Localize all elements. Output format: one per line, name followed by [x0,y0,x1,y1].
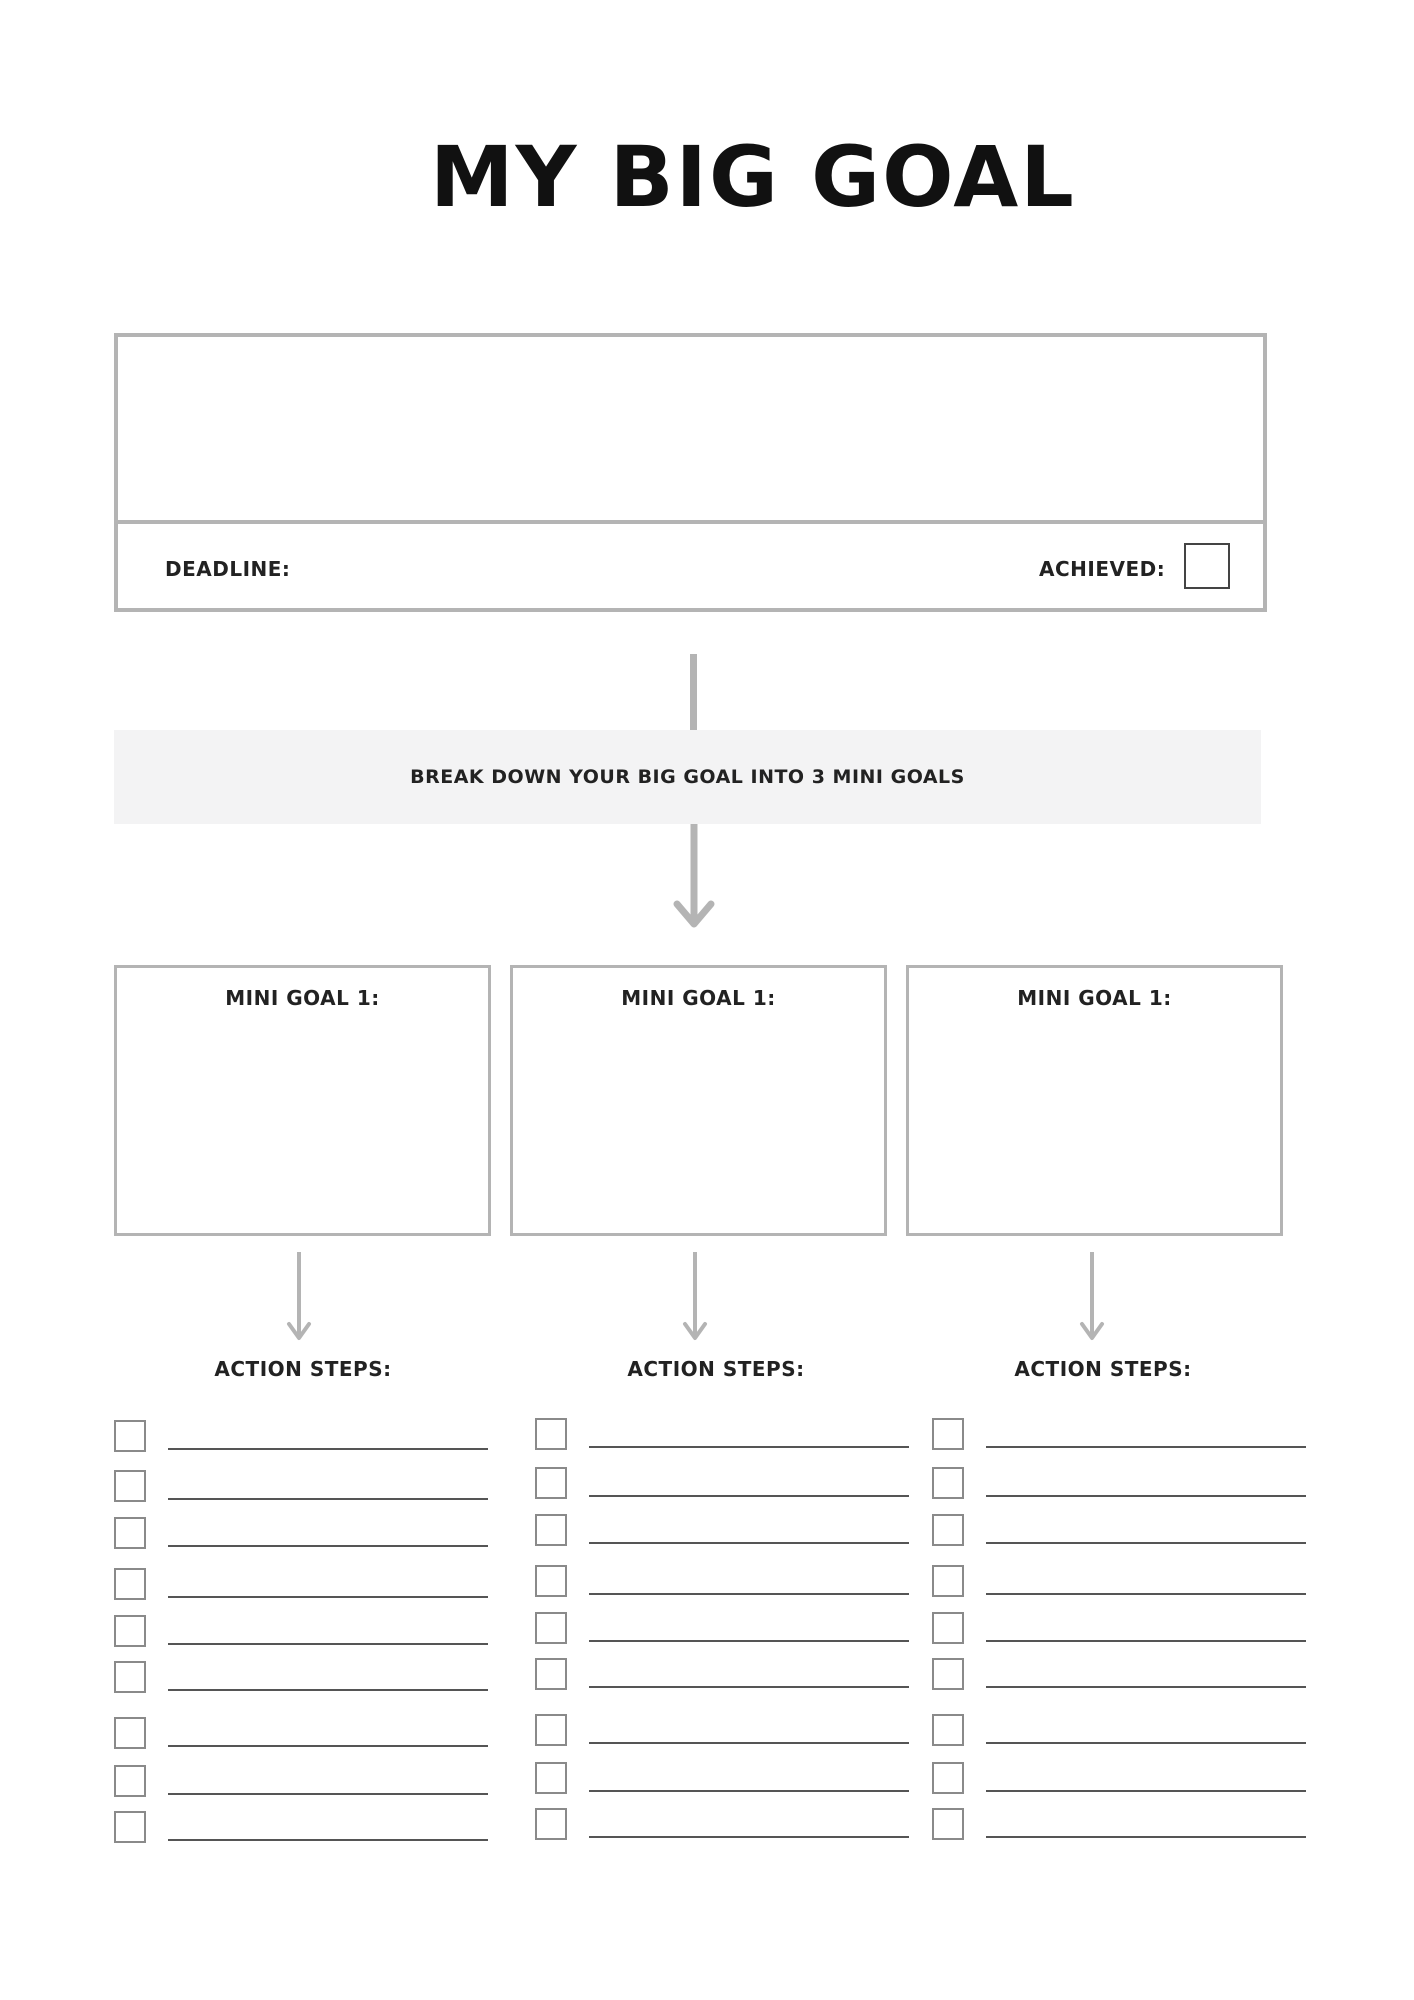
action-step-checkbox[interactable] [114,1765,146,1797]
action-step-checkbox[interactable] [535,1514,567,1546]
action-steps-title: ACTION STEPS: [214,1357,392,1381]
achieved-label: ACHIEVED: [1039,557,1166,581]
action-step-checkbox[interactable] [114,1811,146,1843]
action-step-checkbox[interactable] [114,1615,146,1647]
action-step-line[interactable] [589,1836,909,1838]
action-step-line[interactable] [168,1643,488,1645]
action-step-line[interactable] [589,1495,909,1497]
action-step-checkbox[interactable] [535,1565,567,1597]
action-step-line[interactable] [986,1640,1306,1642]
action-step-checkbox[interactable] [535,1714,567,1746]
mini-goal-box[interactable] [510,965,887,1236]
action-step-line[interactable] [986,1790,1306,1792]
action-step-line[interactable] [589,1446,909,1448]
action-step-line[interactable] [168,1839,488,1841]
action-step-checkbox[interactable] [535,1612,567,1644]
action-step-checkbox[interactable] [114,1717,146,1749]
action-step-line[interactable] [168,1793,488,1795]
action-step-checkbox[interactable] [114,1420,146,1452]
action-step-checkbox[interactable] [535,1808,567,1840]
action-step-checkbox[interactable] [535,1658,567,1690]
action-step-line[interactable] [986,1836,1306,1838]
action-step-checkbox[interactable] [535,1467,567,1499]
action-step-checkbox[interactable] [932,1808,964,1840]
mini-goal-box[interactable] [906,965,1283,1236]
action-step-checkbox[interactable] [114,1568,146,1600]
action-step-checkbox[interactable] [932,1565,964,1597]
mini-goal-label: MINI GOAL 1: [621,986,776,1010]
arrow-down-icon [286,1252,312,1344]
action-step-checkbox[interactable] [535,1418,567,1450]
action-step-line[interactable] [589,1542,909,1544]
mini-goal-label: MINI GOAL 1: [225,986,380,1010]
page-title: MY BIG GOAL [430,128,1076,226]
arrow-down-icon [682,1252,708,1344]
achieved-checkbox[interactable] [1184,543,1230,589]
action-step-line[interactable] [986,1446,1306,1448]
action-step-line[interactable] [986,1495,1306,1497]
action-step-checkbox[interactable] [932,1762,964,1794]
connector-line [690,654,697,730]
action-step-line[interactable] [168,1545,488,1547]
action-step-checkbox[interactable] [535,1762,567,1794]
action-steps-title: ACTION STEPS: [627,1357,805,1381]
action-step-line[interactable] [168,1689,488,1691]
action-steps-title: ACTION STEPS: [1014,1357,1192,1381]
action-step-checkbox[interactable] [114,1517,146,1549]
mini-goal-box[interactable] [114,965,491,1236]
action-step-line[interactable] [168,1745,488,1747]
action-step-checkbox[interactable] [932,1514,964,1546]
action-step-line[interactable] [589,1686,909,1688]
action-step-line[interactable] [589,1593,909,1595]
action-step-checkbox[interactable] [114,1661,146,1693]
mini-goal-label: MINI GOAL 1: [1017,986,1172,1010]
big-goal-divider [118,520,1263,524]
action-step-line[interactable] [589,1640,909,1642]
action-step-checkbox[interactable] [932,1612,964,1644]
arrow-down-icon [1079,1252,1105,1344]
action-step-line[interactable] [986,1742,1306,1744]
big-goal-write-area[interactable] [118,337,1263,520]
action-step-checkbox[interactable] [932,1658,964,1690]
arrow-down-icon [672,824,716,934]
action-step-line[interactable] [589,1742,909,1744]
action-step-checkbox[interactable] [932,1418,964,1450]
action-step-line[interactable] [986,1542,1306,1544]
action-step-line[interactable] [168,1498,488,1500]
action-step-line[interactable] [589,1790,909,1792]
deadline-label: DEADLINE: [165,557,291,581]
instruction-banner: BREAK DOWN YOUR BIG GOAL INTO 3 MINI GOALS [114,730,1261,824]
action-step-checkbox[interactable] [114,1470,146,1502]
big-goal-box [114,333,1267,612]
action-step-checkbox[interactable] [932,1467,964,1499]
action-step-line[interactable] [168,1596,488,1598]
action-step-line[interactable] [168,1448,488,1450]
action-step-line[interactable] [986,1593,1306,1595]
action-step-checkbox[interactable] [932,1714,964,1746]
action-step-line[interactable] [986,1686,1306,1688]
